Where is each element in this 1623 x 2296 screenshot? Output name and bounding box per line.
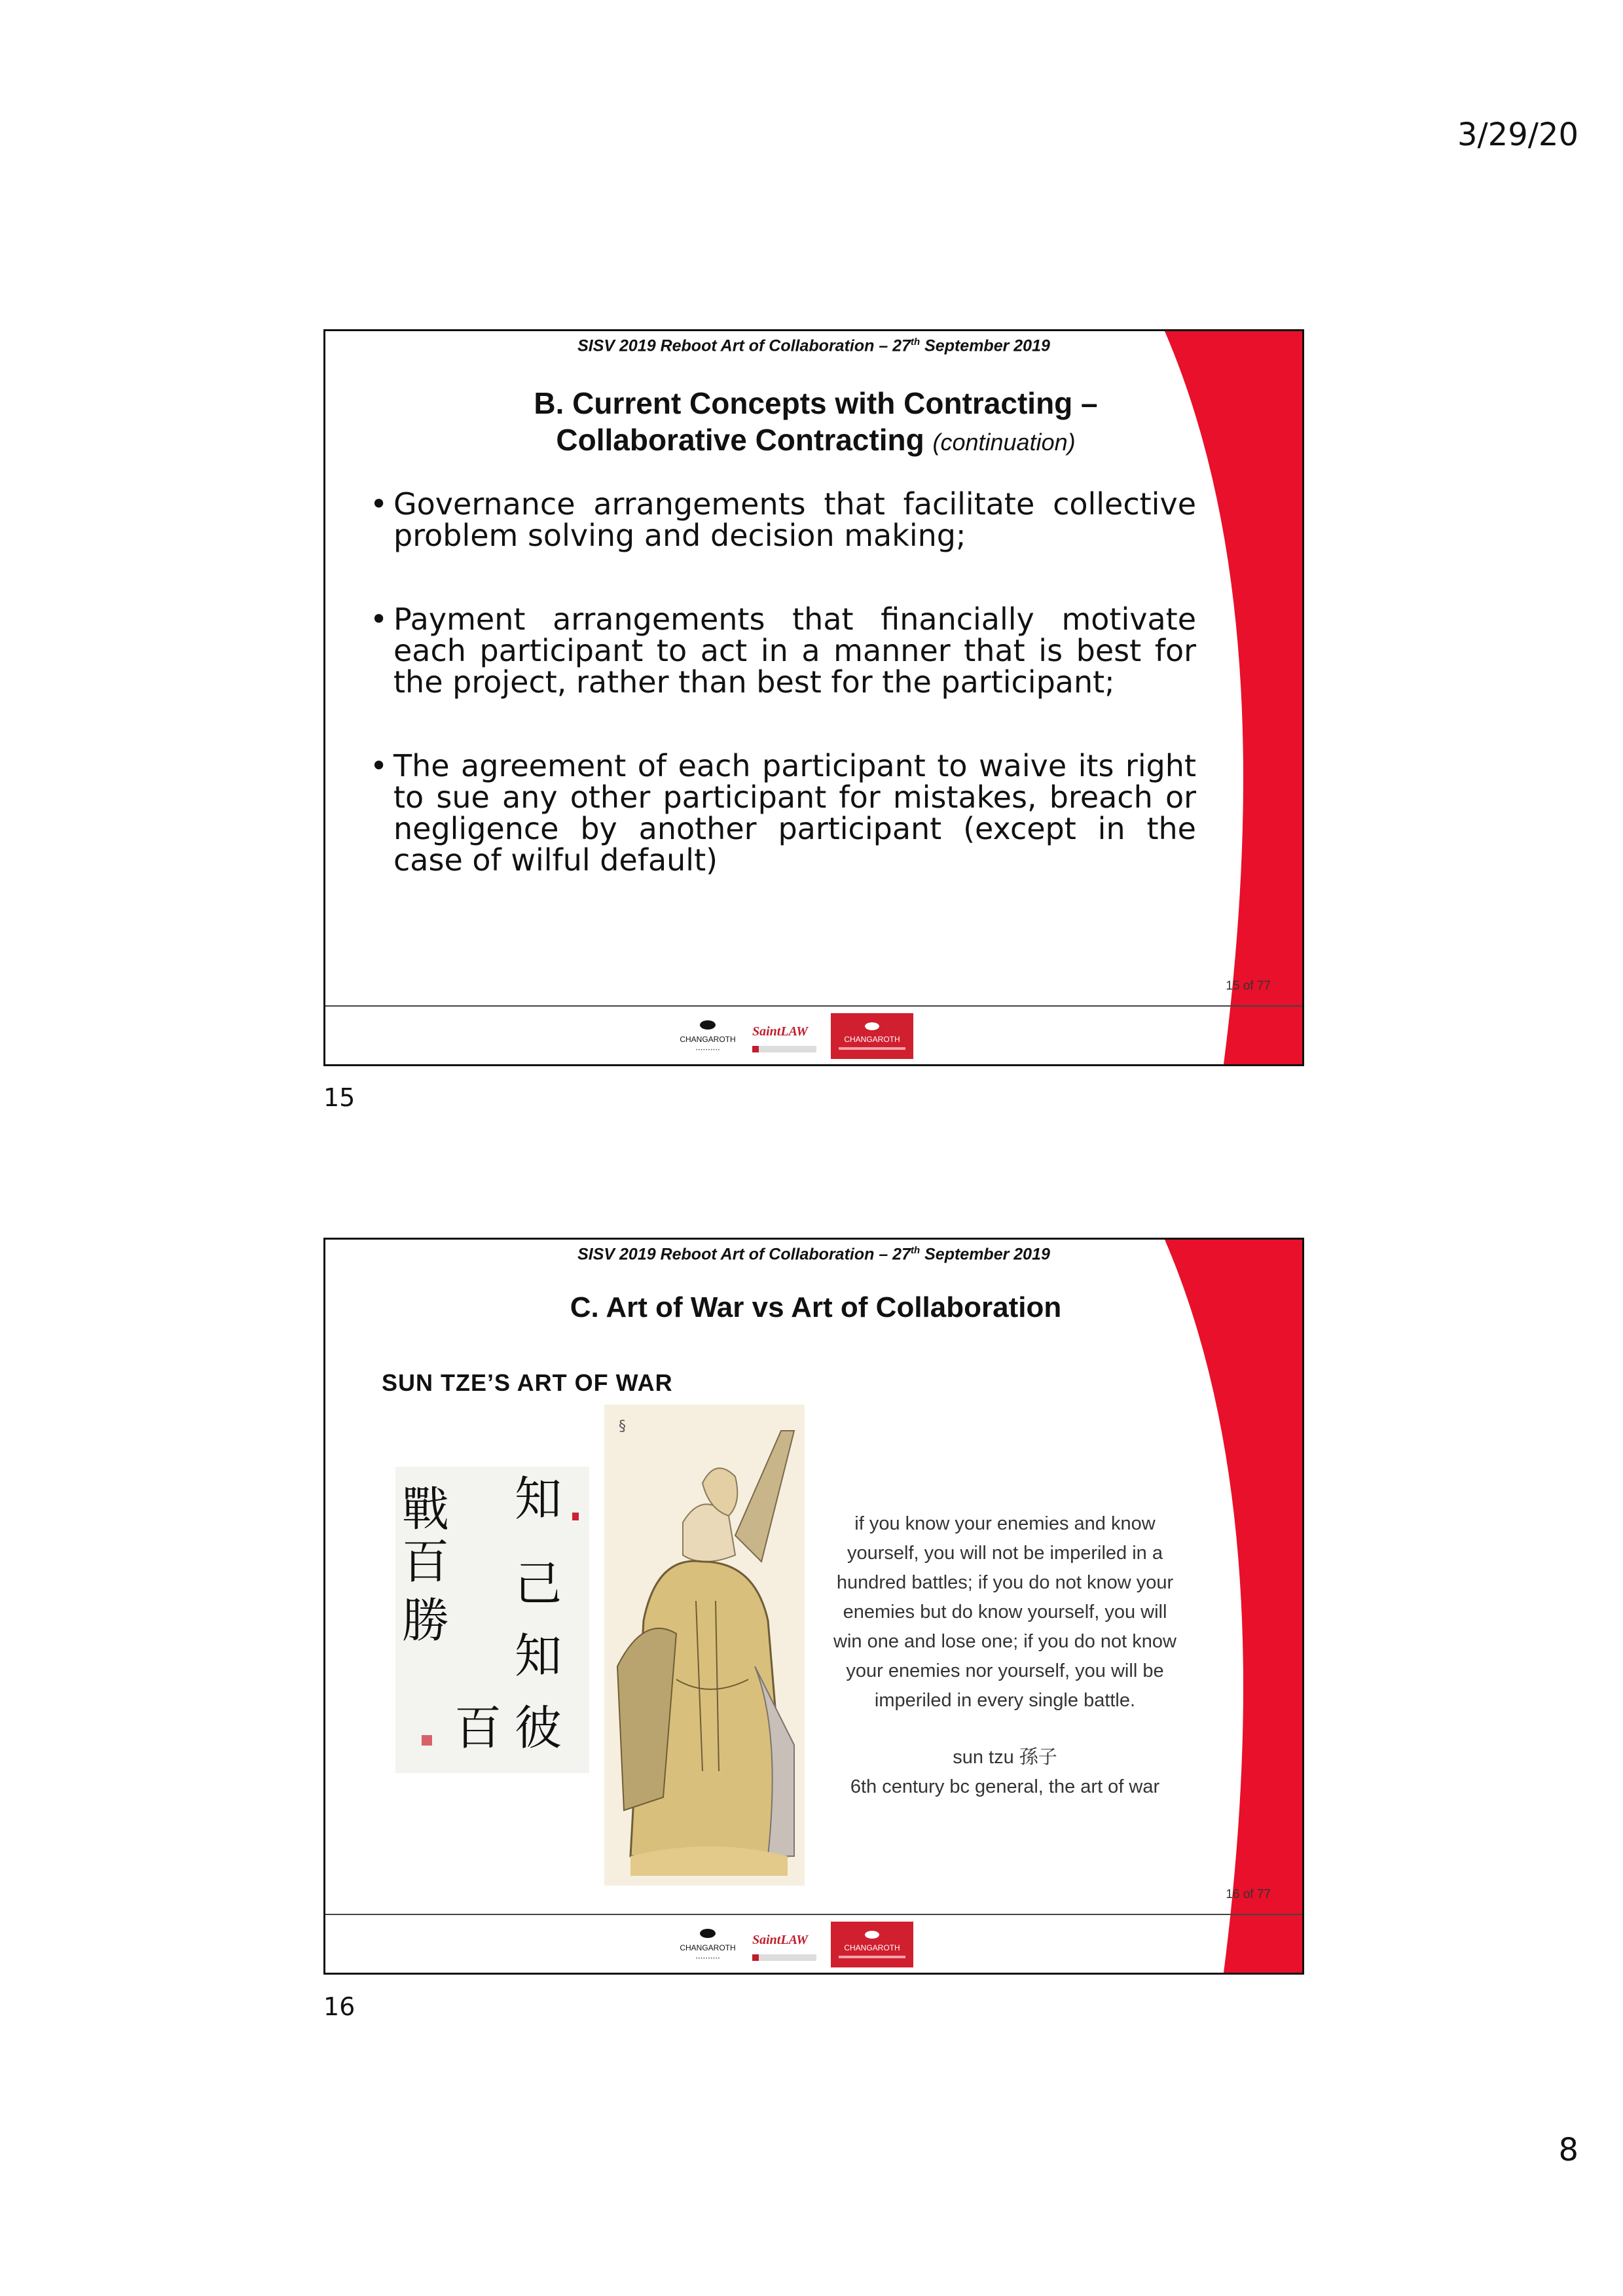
svg-text:• • • • • • • • • •: • • • • • • • • • • [695, 1049, 720, 1052]
slide-header: SISV 2019 Reboot Art of Collaboration – 27th September 2019 [577, 336, 1050, 355]
saintlaw-logo [752, 1024, 816, 1052]
svg-text:知: 知 [515, 1471, 562, 1526]
bullet-list [365, 488, 1196, 928]
slide-counter: 16 of 77 [1226, 1888, 1271, 1901]
bullet-item: • Payment arrangements that financially motivate each participant to act in a manner that is best for the project, rather than best for the participant; [365, 603, 1196, 698]
changaroth-international-logo [831, 1922, 913, 1967]
quote-attribution-detail: 6th century bc general, the art of war [850, 1776, 1160, 1797]
svg-text:彼: 彼 [515, 1700, 562, 1755]
section-subheading: SUN TZE’S ART OF WAR [382, 1369, 673, 1396]
svg-text:百: 百 [402, 1534, 450, 1589]
footer-logos [667, 1922, 916, 1967]
footer-divider [325, 1914, 1302, 1915]
quote-attribution: sun tzu 孫子 [953, 1747, 1057, 1768]
svg-text:§: § [619, 1418, 626, 1435]
slide-15 [323, 329, 1304, 1066]
svg-text:SaintLAW: SaintLAW [752, 1024, 808, 1039]
svg-text:己: 己 [515, 1556, 562, 1611]
saintlaw-logo [752, 1933, 816, 1961]
print-date: 3/29/20 [1457, 117, 1578, 153]
svg-text:知: 知 [515, 1628, 562, 1683]
bullet-item: • Governance arrangements that facilitate collective problem solving and decision making; [365, 488, 1196, 551]
slide-counter: 15 of 77 [1226, 979, 1271, 993]
slide-number-label: 15 [323, 1083, 356, 1112]
slide-title: B. Current Concepts with Contracting – Collaborative Contracting (continuation) [534, 386, 1098, 457]
svg-text:• • • • • • • • • •: • • • • • • • • • • [695, 1957, 720, 1961]
footer-divider [325, 1005, 1302, 1007]
svg-text:CHANGAROTH: CHANGAROTH [844, 1035, 900, 1044]
sun-tzu-quote: if you know your enemies and know yourself, you will not be imperiled in a hundred battles; if you do not know your enemies but do know yourself, you will win one and lose one; if you do not know your enemies nor yourself, you will be imperiled in every single battle. sun tzu 孫子 6th century bc general, the art of war [809, 1509, 1201, 1802]
sun-tzu-portrait-image [604, 1405, 805, 1886]
calligraphy-scroll-image [395, 1467, 589, 1773]
slide-number-label: 16 [323, 1992, 356, 2021]
svg-text:勝: 勝 [402, 1593, 450, 1648]
slide-16 [323, 1238, 1304, 1975]
svg-text:百: 百 [454, 1700, 502, 1755]
bullet-item: • The agreement of each participant to waive its right to sue any other participant for mistakes, breach or negligence by another participant (except in the case of wilful default) [365, 750, 1196, 876]
slide-title: C. Art of War vs Art of Collaboration [570, 1291, 1062, 1323]
footer-logos [667, 1013, 916, 1059]
page-number: 8 [1558, 2132, 1578, 2168]
changaroth-international-logo [831, 1013, 913, 1059]
svg-text:SaintLAW: SaintLAW [752, 1933, 808, 1947]
slide-header: SISV 2019 Reboot Art of Collaboration – 27th September 2019 [577, 1245, 1050, 1264]
svg-text:CHANGAROTH: CHANGAROTH [844, 1943, 900, 1952]
svg-text:CHANGAROTH: CHANGAROTH [680, 1943, 736, 1952]
svg-text:戰: 戰 [402, 1482, 450, 1537]
svg-text:CHANGAROTH: CHANGAROTH [680, 1035, 736, 1044]
